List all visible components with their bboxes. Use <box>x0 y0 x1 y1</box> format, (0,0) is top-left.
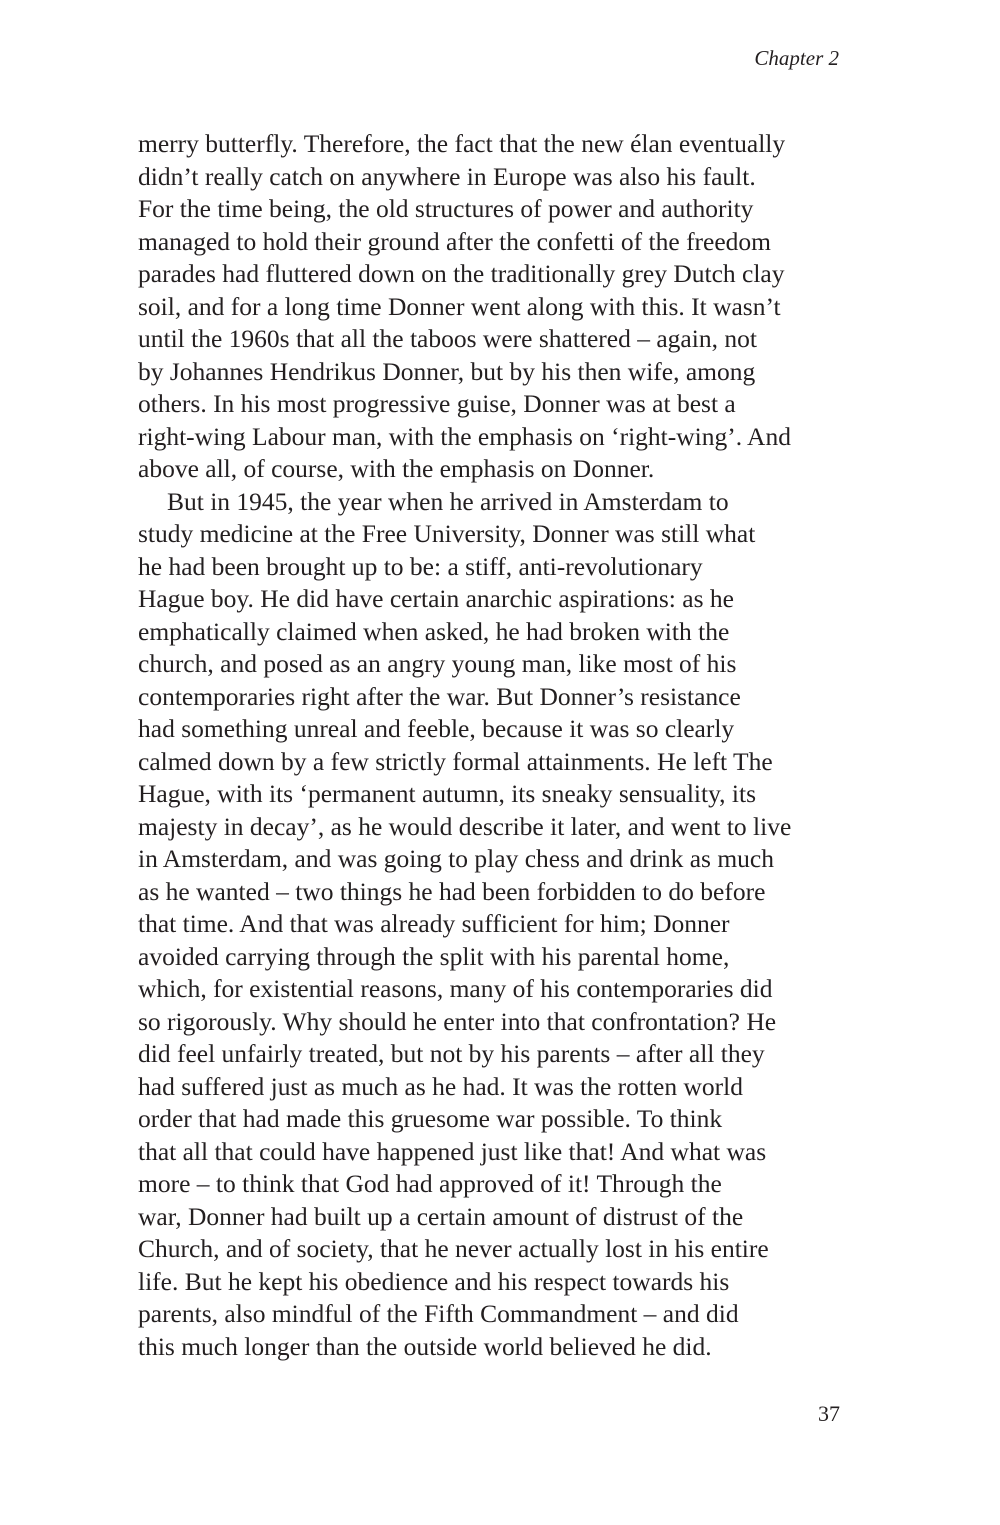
text-line: so rigorously. Why should he enter into that confrontation? He <box>138 1006 777 1036</box>
text-line: Hague, with its ‘permanent autumn, its sneaky sensuality, its <box>138 779 757 808</box>
text-line: avoided carrying through the split with his parental home, <box>138 941 730 971</box>
text-line: war, Donner had built up a certain amount of distrust of the <box>138 1201 744 1231</box>
text-line: soil, and for a long time Donner went along with this. It wasn’t <box>138 291 781 321</box>
text-line: For the time being, the old structures of power and authority <box>138 194 754 223</box>
body-text <box>138 128 878 1363</box>
page-number: 37 <box>818 1401 840 1426</box>
text-line: others. In his most progressive guise, Donner was at best a <box>138 389 736 418</box>
text-line: he had been brought up to be: a stiff, anti-revolutionary <box>138 551 703 581</box>
text-line: had suffered just as much as he had. It was the rotten world <box>138 1071 743 1101</box>
text-line: as he wanted – two things he had been forbidden to do before <box>138 876 766 906</box>
text-line: parents, also mindful of the Fifth Commandment – and did <box>138 1299 739 1328</box>
text-line: majesty in decay’, as he would describe it later, and went to live <box>138 811 792 841</box>
text-line: that time. And that was already sufficient for him; Donner <box>138 909 730 938</box>
text-line: emphatically claimed when asked, he had broken with the <box>138 616 730 646</box>
text-line: right-wing Labour man, with the emphasis on ‘right-wing’. And <box>138 421 791 451</box>
text-line: order that had made this gruesome war possible. To think <box>138 1104 723 1133</box>
text-line: Hague boy. He did have certain anarchic aspirations: as he <box>138 584 734 613</box>
text-line: Church, and of society, that he never actually lost in his entire <box>138 1234 769 1263</box>
text-line: church, and posed as an angry young man, like most of his <box>138 649 737 678</box>
text-line: more – to think that God had approved of it! Through the <box>138 1169 722 1198</box>
text-line: this much longer than the outside world believed he did. <box>138 1331 712 1361</box>
text-line: had something unreal and feeble, because it was so clearly <box>138 714 735 743</box>
text-line: study medicine at the Free University, Donner was still what <box>138 519 756 548</box>
text-line: until the 1960s that all the taboos were shattered – again, not <box>138 324 757 353</box>
text-line: in Amsterdam, and was going to play chess and drink as much <box>138 844 774 873</box>
text-line: by Johannes Hendrikus Donner, but by his then wife, among <box>138 356 756 386</box>
text-line: life. But he kept his obedience and his respect towards his <box>138 1266 730 1296</box>
text-line: merry butterfly. Therefore, the fact that the new élan eventually <box>138 129 786 158</box>
text-line: above all, of course, with the emphasis on Donner. <box>138 454 655 483</box>
text-line: parades had fluttered down on the traditionally grey Dutch clay <box>138 259 785 288</box>
text-line: managed to hold their ground after the confetti of the freedom <box>138 226 772 256</box>
text-line: which, for existential reasons, many of his contemporaries did <box>138 974 773 1003</box>
paragraph-start-line: But in 1945, the year when he arrived in Amsterdam to <box>167 486 729 516</box>
text-line: didn’t really catch on anywhere in Europe was also his fault. <box>138 161 756 191</box>
running-head: Chapter 2 <box>754 46 839 70</box>
text-line: contemporaries right after the war. But Donner’s resistance <box>138 681 741 711</box>
text-line: calmed down by a few strictly formal attainments. He left The <box>138 746 773 776</box>
text-line: that all that could have happened just like that! And what was <box>138 1136 767 1166</box>
text-line: did feel unfairly treated, but not by his parents – after all they <box>138 1039 765 1068</box>
